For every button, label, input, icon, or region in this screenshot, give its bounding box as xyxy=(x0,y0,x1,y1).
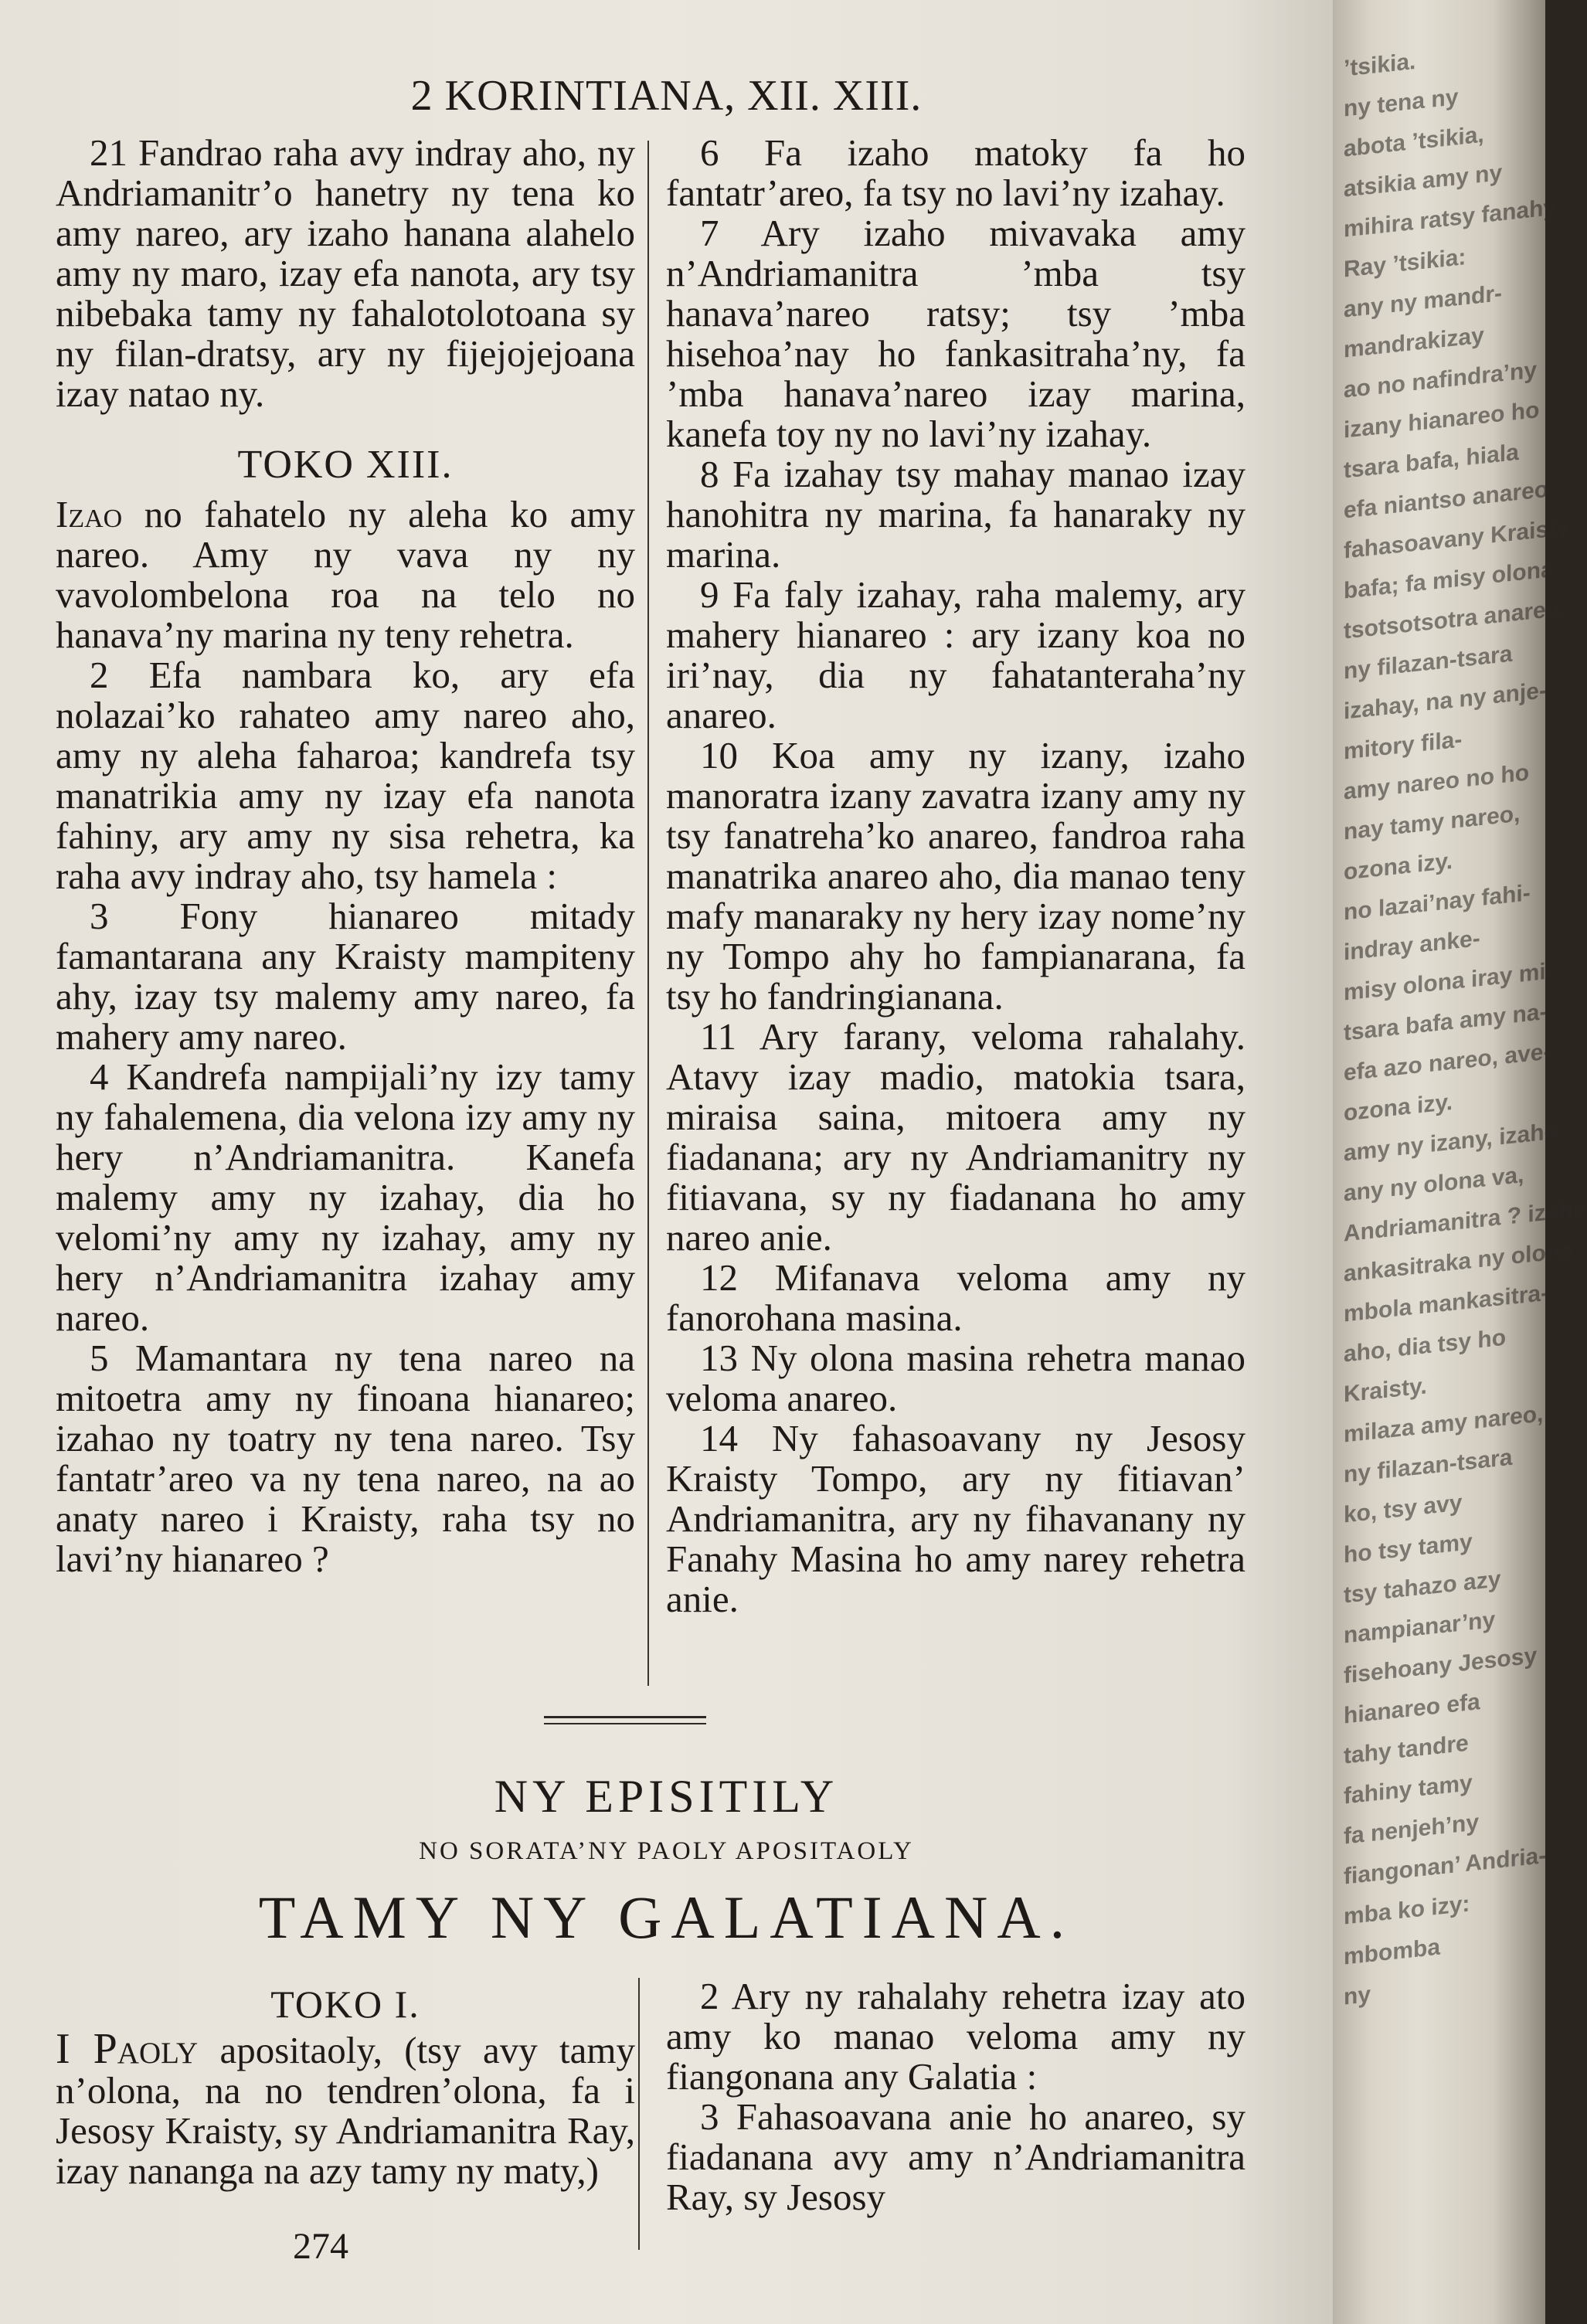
verse-12: 12 Mifanava veloma amy ny fanorohana masina. xyxy=(666,1256,1245,1339)
facing-page-line: any ny mandr- xyxy=(1344,280,1503,323)
facing-page-line: mbomba xyxy=(1344,1934,1441,1970)
facing-page-line: abota ’tsikia, xyxy=(1344,121,1484,162)
verse-3: 3 Fony hianareo mitady famantarana any Kraisty mampiteny ahy, izay tsy malemy amy nareo, fa mahery amy nareo. xyxy=(56,895,635,1058)
column-left-top xyxy=(56,133,635,1579)
verse-1 xyxy=(56,494,635,655)
facing-page-line: tsotsotsotra anareo, xyxy=(1344,595,1567,644)
facing-page-line: Kraisty. xyxy=(1344,1373,1427,1408)
facing-page-line: efa niantso anareo xyxy=(1344,476,1549,524)
galatiana-verse-1-text: apositaoly, (tsy avy tamy n’olona, na no tendren’olona, fa i Jesosy Kraisty, sy Andriamanitra Ray, izay nananga na azy tamy ny maty,) xyxy=(56,2029,635,2192)
facing-page-line: nay tamy nareo, xyxy=(1344,800,1521,845)
verse-21: 21 Fandrao raha avy indray aho, ny Andriamanitr’o hanetry ny tena ko amy nareo, ary izaho hanana alahelo amy ny maro, izay efa nanota, ary tsy nibebaka tamy ny fahalotolotoana sy ny filan-dratsy, ary ny fijejojejoana izay natao ny. xyxy=(56,131,635,415)
facing-page-line: amy ny izany, izaho xyxy=(1344,1118,1558,1167)
facing-page-line: ozona izy. xyxy=(1344,1089,1453,1126)
facing-page-line: ankasitraka ny olona xyxy=(1344,1237,1573,1287)
facing-page-line: Andriamanitra ? izaho xyxy=(1344,1195,1587,1247)
verse-1-cap: Izao xyxy=(56,493,123,535)
column-divider xyxy=(647,141,649,1686)
facing-page-line: nampianar’ny xyxy=(1344,1607,1496,1649)
facing-page-line: tsara bafa, hiala xyxy=(1344,439,1519,484)
galatiana-verse-3: 3 Fahasoavana anie ho anareo, sy fiadanana avy amy n’Andriamanitra Ray, sy Jesosy xyxy=(666,2095,1245,2218)
epistle-main-title: TAMY NY GALATIANA. xyxy=(258,1884,1075,1951)
facing-page-line: ko, tsy avy xyxy=(1344,1490,1463,1528)
verse-7: 7 Ary izaho mivavaka amy n’Andriamanitra ’mba tsy hanava’nareo ratsy; tsy ’mba hisehoa’nay ho fankasitraha’ny, fa ’mba hanava’nareo izay marina, kanefa toy ny no lavi’ny izahay. xyxy=(666,212,1245,455)
verse-1-text: no fahatelo ny aleha ko amy nareo. Amy ny vava ny ny vavolombelona roa na telo no hanava’ny marina ny teny rehetra. xyxy=(56,493,635,656)
facing-page-line: mbola mankasitra- xyxy=(1344,1279,1549,1327)
facing-page-line: ’tsikia. xyxy=(1344,48,1416,82)
facing-page-line: milaza amy nareo, xyxy=(1344,1401,1544,1448)
chapter-heading-i: TOKO I. xyxy=(270,1983,420,2026)
verse-9: 9 Fa faly izahay, raha malemy, ary mahery hianareo : ary izany koa no iri’nay, dia ny fahatanteraha’ny anareo. xyxy=(666,573,1245,736)
column-right-top xyxy=(666,133,1245,1619)
verse-11: 11 Ary farany, veloma rahalahy. Atavy izay madio, matokia tsara, miraisa saina, mitoera amy ny fiadanana; ary ny Andriamanitry ny fitiavana, sy ny fiadanana ho amy nareo anie. xyxy=(666,1015,1245,1259)
column-divider-lower xyxy=(638,1978,640,2250)
facing-page-line: fahiny tamy xyxy=(1344,1770,1473,1809)
galatiana-verse-1 xyxy=(56,2025,635,2192)
facing-page-line: izany hianareo ho xyxy=(1344,397,1540,443)
facing-page-line: hianareo efa xyxy=(1344,1689,1480,1729)
verse-2: 2 Efa nambara ko, ary efa nolazai’ko rahateo amy nareo aho, amy ny aleha faharoa; kandrefa tsy manatrikia amy ny izay efa nanota fahiny, ary amy ny sisa rehetra, ka raha avy indray aho, tsy hamela : xyxy=(56,654,635,897)
running-head: 2 KORINTIANA, XII. XIII. xyxy=(410,72,923,120)
facing-page-line: atsikia amy ny xyxy=(1344,160,1503,202)
galatiana-verse-1-cap: I Paoly xyxy=(56,2025,199,2073)
facing-page-line: bafa; fa misy olona xyxy=(1344,556,1554,604)
facing-page-line: ao no nafindra’ny xyxy=(1344,357,1538,403)
column-left-bottom xyxy=(56,1984,635,2191)
facing-page-line: mandrakizay xyxy=(1344,322,1484,363)
facing-page-line: ny filazan-tsara xyxy=(1344,640,1513,685)
facing-page-line: tahy tandre xyxy=(1344,1730,1469,1769)
chapter-heading-xiii: TOKO XIII. xyxy=(237,443,454,487)
facing-page-line: mihira ratsy fanahy xyxy=(1344,194,1557,243)
facing-page-line: any ny olona va, xyxy=(1344,1162,1524,1207)
page-number: 274 xyxy=(293,2226,348,2267)
facing-page-line: ho tsy tamy xyxy=(1344,1529,1473,1568)
verse-8: 8 Fa izahay tsy mahay manao izay hanohitra ny marina, fa hanaraky ny marina. xyxy=(666,453,1245,576)
facing-page-line: fiangonan’ Andria- xyxy=(1344,1843,1547,1890)
verse-13: 13 Ny olona masina rehetra manao veloma anareo. xyxy=(666,1337,1245,1419)
facing-page-line: aho, dia tsy ho xyxy=(1344,1324,1507,1368)
verse-5: 5 Mamantara ny tena nareo na mitoetra amy ny finoana hianareo; izahao ny toatry ny tena nareo. Tsy fantatr’areo va ny tena nareo, na ao anaty nareo i Kraisty, raha tsy no lavi’ny hianareo ? xyxy=(56,1337,635,1580)
facing-page-line: no lazai’nay fahi- xyxy=(1344,880,1531,926)
facing-page-text xyxy=(1344,28,1587,2017)
facing-page-line: fisehoany Jesosy xyxy=(1344,1643,1538,1689)
verse-14: 14 Ny fahasoavany ny Jesosy Kraisty Tompo, ary ny fitiavan’ Andriamanitra, ary ny fihavanany ny Fanahy Masina ho amy narey rehetra anie. xyxy=(666,1417,1245,1620)
facing-page-line: misy olona iray mi- xyxy=(1344,958,1554,1006)
epistle-title: NY EPISITILY xyxy=(494,1771,839,1822)
facing-page-line: fahasoavany Kraisty: xyxy=(1344,513,1577,564)
column-right-bottom xyxy=(666,1976,1245,2217)
facing-page-line: amy nareo no ho xyxy=(1344,759,1530,805)
facing-page-line: mitory fila- xyxy=(1344,726,1463,765)
facing-page-line: tsy tahazo azy xyxy=(1344,1566,1501,1609)
facing-page-line: mba ko izy: xyxy=(1344,1891,1470,1930)
facing-page-line: efa azo nareo, ave- xyxy=(1344,1038,1551,1086)
facing-page-line: ny xyxy=(1344,1981,1371,2010)
facing-page-line: fa nenjeh’ny xyxy=(1344,1809,1480,1850)
facing-page-line: ny tena ny xyxy=(1344,84,1459,122)
galatiana-verse-2: 2 Ary ny rahalahy rehetra izay ato amy ko manao veloma amy ny fiangonana any Galatia : xyxy=(666,1975,1245,2098)
facing-page-line: tsara bafa amy na- xyxy=(1344,998,1548,1046)
facing-page-line: indray anke- xyxy=(1344,926,1480,966)
section-separator-rule xyxy=(544,1716,706,1724)
facing-page-line: ozona izy. xyxy=(1344,848,1453,885)
facing-page-line: izahay, na ny anje- xyxy=(1344,678,1547,725)
facing-page-edge xyxy=(1333,0,1587,2324)
verse-10: 10 Koa amy ny izany, izaho manoratra izany zavatra izany amy ny tsy fanatreha’ko anareo, fandroa raha manatrika anareo aho, dia manao teny mafy manaraky ny hery izay nome’ny ny Tompo ahy ho fampianarana, fa tsy ho fandringianana. xyxy=(666,734,1245,1018)
facing-page-line: Ray ’tsikia: xyxy=(1344,244,1466,283)
facing-page-line: ny filazan-tsara xyxy=(1344,1444,1513,1488)
epistle-subtitle: NO SORATA’NY PAOLY APOSITAOLY xyxy=(419,1837,914,1865)
verse-6: 6 Fa izaho matoky fa ho fantatr’areo, fa tsy no lavi’ny izahay. xyxy=(666,131,1245,214)
verse-4: 4 Kandrefa nampijali’ny izy tamy ny fahalemena, dia velona izy amy ny hery n’Andriamanitra. Kanefa malemy amy ny izahay, dia ho velomi’ny amy ny izahay, amy ny hery n’Andriamanitra izahay amy nareo. xyxy=(56,1055,635,1339)
